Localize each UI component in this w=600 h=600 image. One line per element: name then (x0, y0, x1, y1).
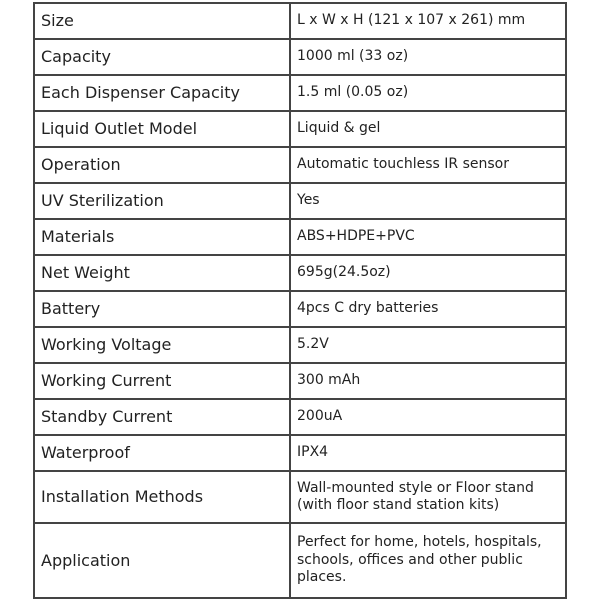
spec-label: Capacity (34, 39, 290, 75)
table-row (34, 291, 566, 327)
table-row (34, 363, 566, 399)
spec-label: Size (34, 3, 290, 39)
spec-label: Net Weight (34, 255, 290, 291)
spec-value: Wall-mounted style or Floor stand (with floor stand station kits) (290, 471, 566, 523)
table-row (34, 471, 566, 523)
spec-value: ABS+HDPE+PVC (290, 219, 566, 255)
spec-label: Battery (34, 291, 290, 327)
table-row (34, 39, 566, 75)
table-row (34, 523, 566, 598)
table-row (34, 183, 566, 219)
table-row (34, 399, 566, 435)
spec-label: UV Sterilization (34, 183, 290, 219)
spec-value: Liquid & gel (290, 111, 566, 147)
spec-label: Standby Current (34, 399, 290, 435)
table-row (34, 3, 566, 39)
spec-label: Waterproof (34, 435, 290, 471)
spec-value: Automatic touchless IR sensor (290, 147, 566, 183)
table-row (34, 219, 566, 255)
table-row (34, 255, 566, 291)
table-row (34, 327, 566, 363)
spec-label: Each Dispenser Capacity (34, 75, 290, 111)
spec-value: Perfect for home, hotels, hospitals, schools, offices and other public places. (290, 523, 566, 598)
spec-label: Installation Methods (34, 471, 290, 523)
spec-label: Working Current (34, 363, 290, 399)
spec-label: Operation (34, 147, 290, 183)
spec-value: 1.5 ml (0.05 oz) (290, 75, 566, 111)
table-row (34, 147, 566, 183)
spec-label: Materials (34, 219, 290, 255)
table-row (34, 111, 566, 147)
spec-value: 5.2V (290, 327, 566, 363)
spec-label: Liquid Outlet Model (34, 111, 290, 147)
spec-value: L x W x H (121 x 107 x 261) mm (290, 3, 566, 39)
spec-value: IPX4 (290, 435, 566, 471)
table-row (34, 435, 566, 471)
spec-value: 695g(24.5oz) (290, 255, 566, 291)
spec-table (33, 2, 567, 599)
spec-value: 200uA (290, 399, 566, 435)
spec-value: 4pcs C dry batteries (290, 291, 566, 327)
spec-value: Yes (290, 183, 566, 219)
spec-value: 300 mAh (290, 363, 566, 399)
table-row (34, 75, 566, 111)
spec-label: Working Voltage (34, 327, 290, 363)
spec-label: Application (34, 523, 290, 598)
spec-value: 1000 ml (33 oz) (290, 39, 566, 75)
